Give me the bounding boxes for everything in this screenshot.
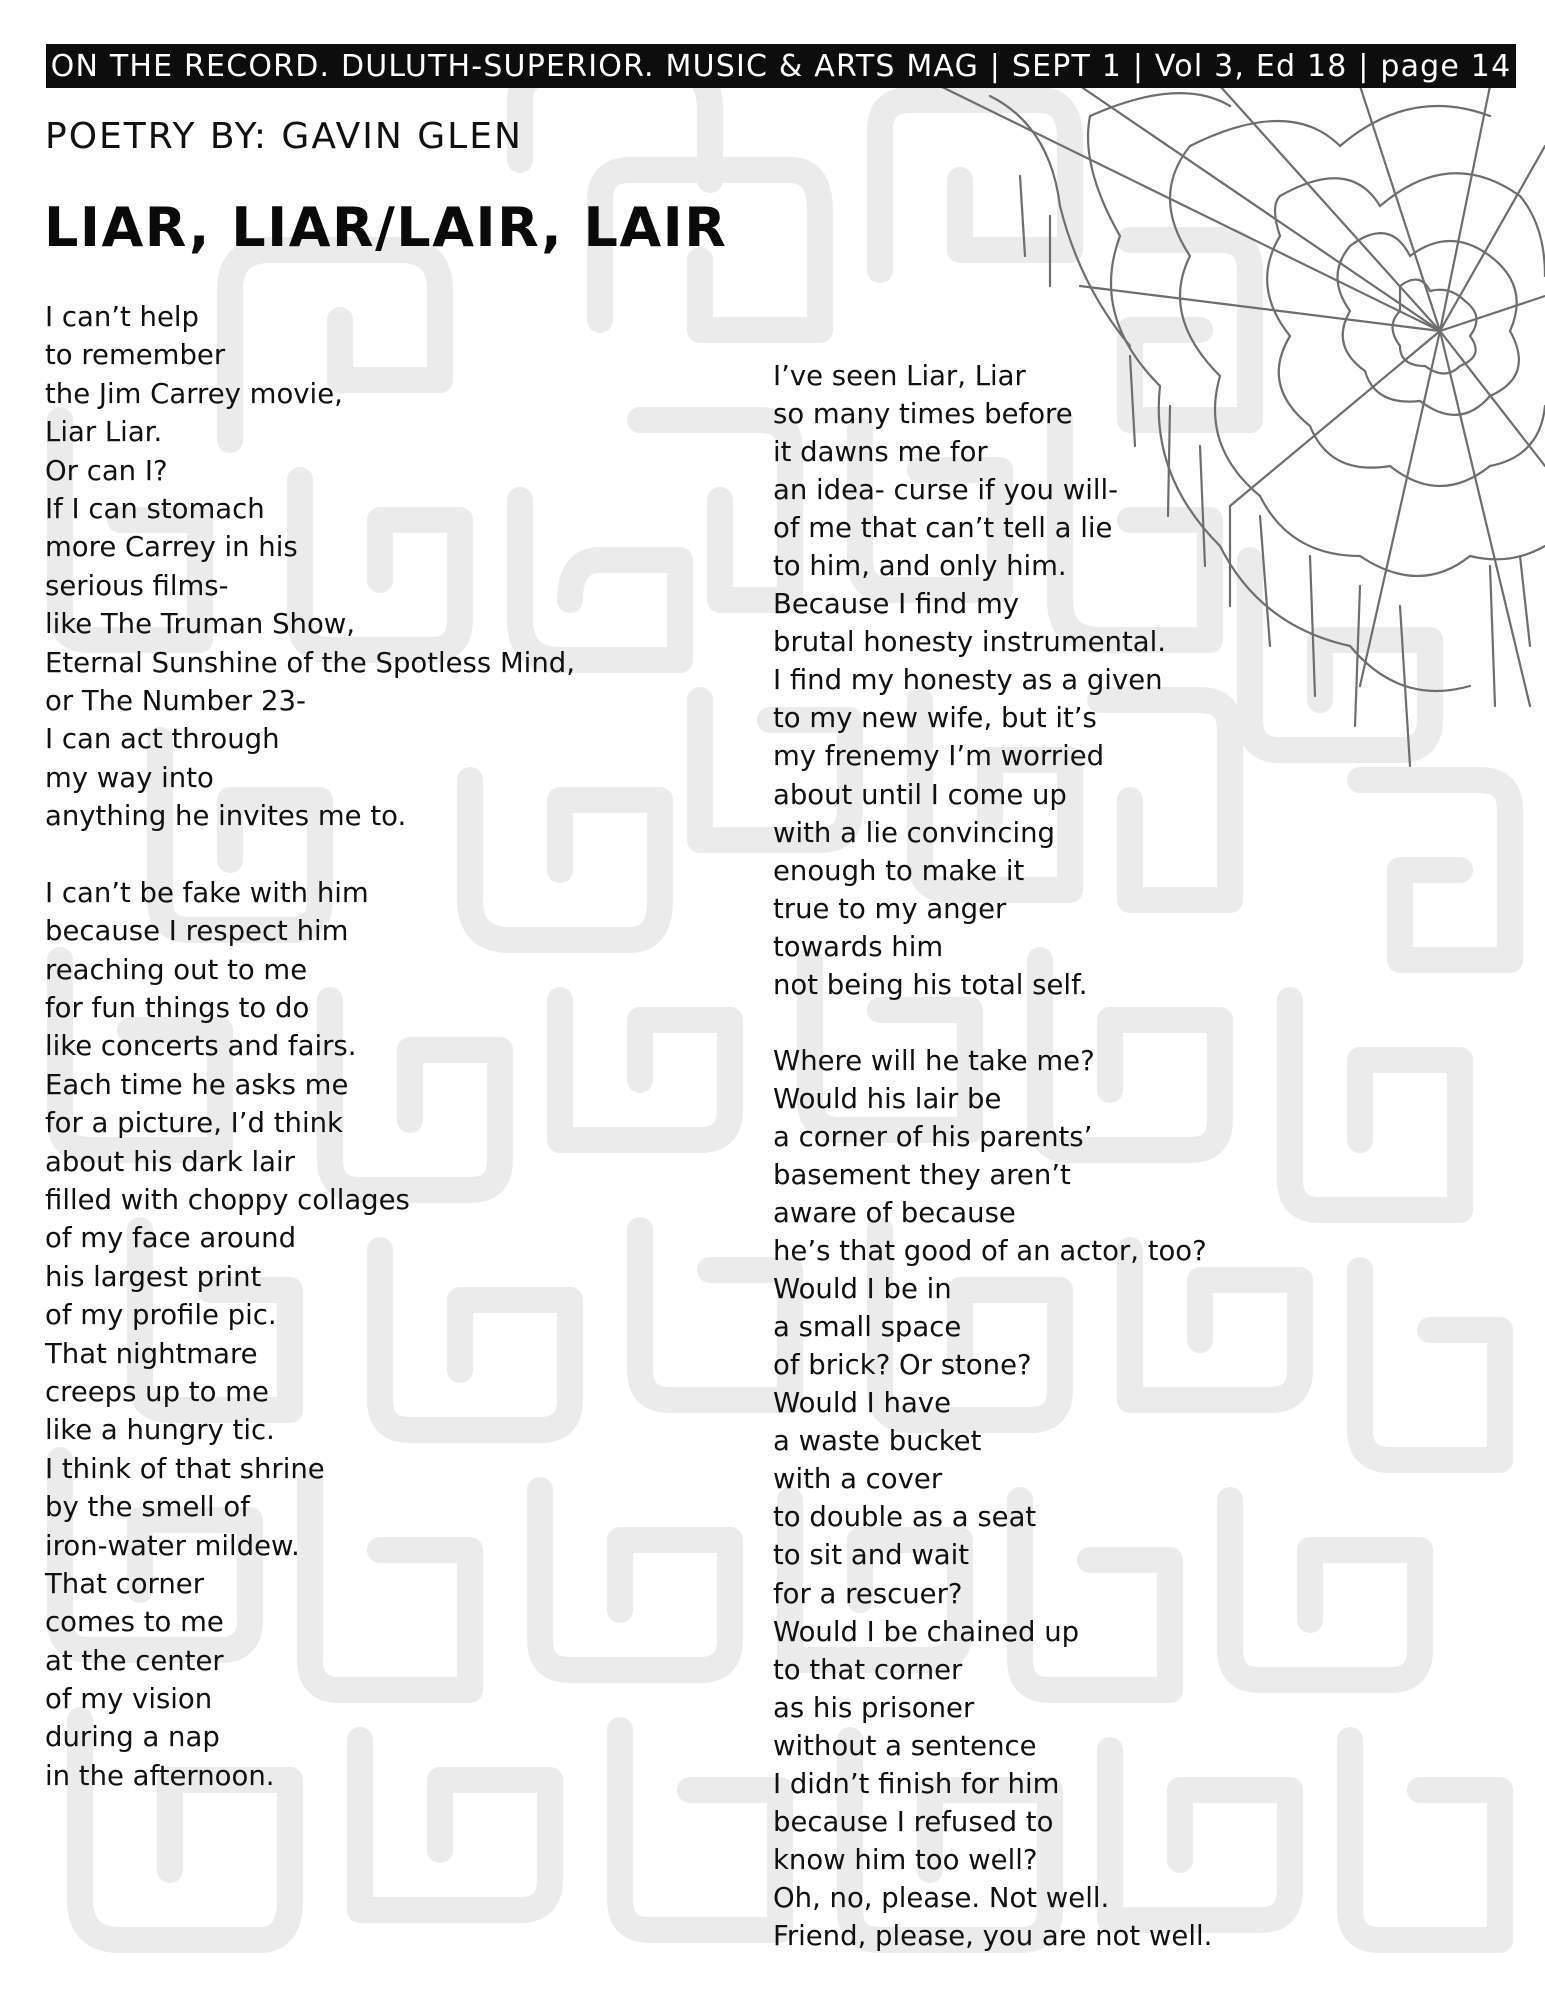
poem-line: iron-water mildew. [45,1529,300,1562]
poem-line: by the smell of [45,1491,250,1524]
poem-line: for fun things to do [45,992,310,1025]
poem-line: Each time he asks me [45,1068,349,1101]
poem-line: of me that can’t tell a lie [773,512,1113,545]
poem-line: at the center [45,1644,224,1677]
poem-line: basement they aren’t [773,1158,1071,1191]
poem-line: not being his total self. [773,968,1088,1001]
poem-line: as his prisoner [773,1691,975,1724]
poem-line: to remember [45,339,226,372]
poem-line: I didn’t finish for him [773,1767,1060,1800]
poem-line: the Jim Carrey movie, [45,377,343,410]
poem-line: know him too well? [773,1843,1038,1876]
poem-line: for a rescuer? [773,1577,963,1610]
poem-line: Oh, no, please. Not well. [773,1881,1110,1914]
poem-line: That nightmare [45,1337,258,1370]
poem-line: my frenemy I’m worried [773,740,1105,773]
stanza-break [773,1004,1212,1042]
poem-line: I’ve seen Liar, Liar [773,360,1026,392]
poem-line: anything he invites me to. [45,800,407,833]
poem-line: about his dark lair [45,1145,295,1178]
poem-line: I can’t help [45,301,199,333]
poem-line: in the afternoon. [45,1759,275,1792]
poem-line: brutal honesty instrumental. [773,626,1167,659]
poem-line: a waste bucket [773,1425,982,1458]
poem-line: serious films- [45,569,229,602]
poem-line: aware of because [773,1197,1016,1230]
poem-line: so many times before [773,398,1073,431]
poem-line: with a cover [773,1463,943,1496]
poem-line: Would I have [773,1387,951,1420]
poem-line: without a sentence [773,1729,1037,1762]
poem-line: like The Truman Show, [45,608,356,641]
poem-line: Would I be chained up [773,1615,1080,1648]
poem-line: to that corner [773,1653,963,1686]
poem-left-column [45,298,575,1795]
poem-line: with a lie convincing [773,816,1055,849]
poem-line: my way into [45,761,214,794]
poem-line: more Carrey in his [45,531,298,564]
poem-line: to him, and only him. [773,550,1067,583]
poem-line: like a hungry tic. [45,1414,275,1447]
poem-line: an idea- curse if you will- [773,474,1119,507]
poem-line: to my new wife, but it’s [773,702,1097,735]
poem-line: like concerts and fairs. [45,1030,357,1063]
poem-line: to double as a seat [773,1501,1037,1534]
poem-line: I can’t be fake with him [45,876,369,909]
poem-line: Would his lair be [773,1082,1002,1115]
poem-line: Where will he take me? [773,1044,1095,1077]
masthead-text: ON THE RECORD. DULUTH-SUPERIOR. MUSIC & ARTS MAG | SEPT 1 | Vol 3, Ed 18 | page 14 [50,48,1512,84]
poem-line: enough to make it [773,854,1025,887]
poem-line: Liar Liar. [45,416,163,449]
poem-line: I can act through [45,723,280,756]
poem-line: of brick? Or stone? [773,1349,1032,1382]
poem-line: Because I find my [773,588,1020,621]
poem-line: or The Number 23- [45,684,306,717]
poem-line: Or can I? [45,454,168,487]
poem-line: a small space [773,1311,962,1344]
poem-line: about until I come up [773,778,1067,811]
poem-line: because I respect him [45,915,349,948]
poem-line: Eternal Sunshine of the Spotless Mind, [45,646,575,679]
poem-line: his largest print [45,1260,262,1293]
poem-line: during a nap [45,1721,220,1754]
poem-line: of my vision [45,1683,213,1716]
poem-line: because I refused to [773,1805,1054,1838]
poem-line: for a picture, I’d think [45,1107,343,1140]
poem-line: I think of that shrine [45,1452,325,1485]
poem-line: reaching out to me [45,953,308,986]
poem-line: true to my anger [773,892,1007,925]
poem-byline: POETRY BY: GAVIN GLEN [45,116,523,157]
poem-title: LIAR, LIAR/LAIR, LAIR [44,196,728,259]
poem-line: I find my honesty as a given [773,664,1163,697]
poem-line: of my profile pic. [45,1299,277,1332]
poem-line: Friend, please, you are not well. [773,1919,1213,1952]
poem-line: That corner [45,1567,205,1600]
poem-line: a corner of his parents’ [773,1120,1093,1153]
poem-line: he’s that good of an actor, too? [773,1235,1207,1268]
poem-line: Would I be in [773,1273,952,1306]
poem-line: of my face around [45,1222,297,1255]
poem-right-column [773,357,1212,1955]
poem-line: towards him [773,930,944,963]
poem-line: it dawns me for [773,436,988,469]
poem-line: comes to me [45,1606,224,1639]
masthead-bar [46,44,1516,88]
poem-line: to sit and wait [773,1539,970,1572]
poem-line: creeps up to me [45,1375,269,1408]
poem-line: filled with choppy collages [45,1183,410,1216]
poem-line: If I can stomach [45,492,265,525]
stanza-break [45,835,575,873]
